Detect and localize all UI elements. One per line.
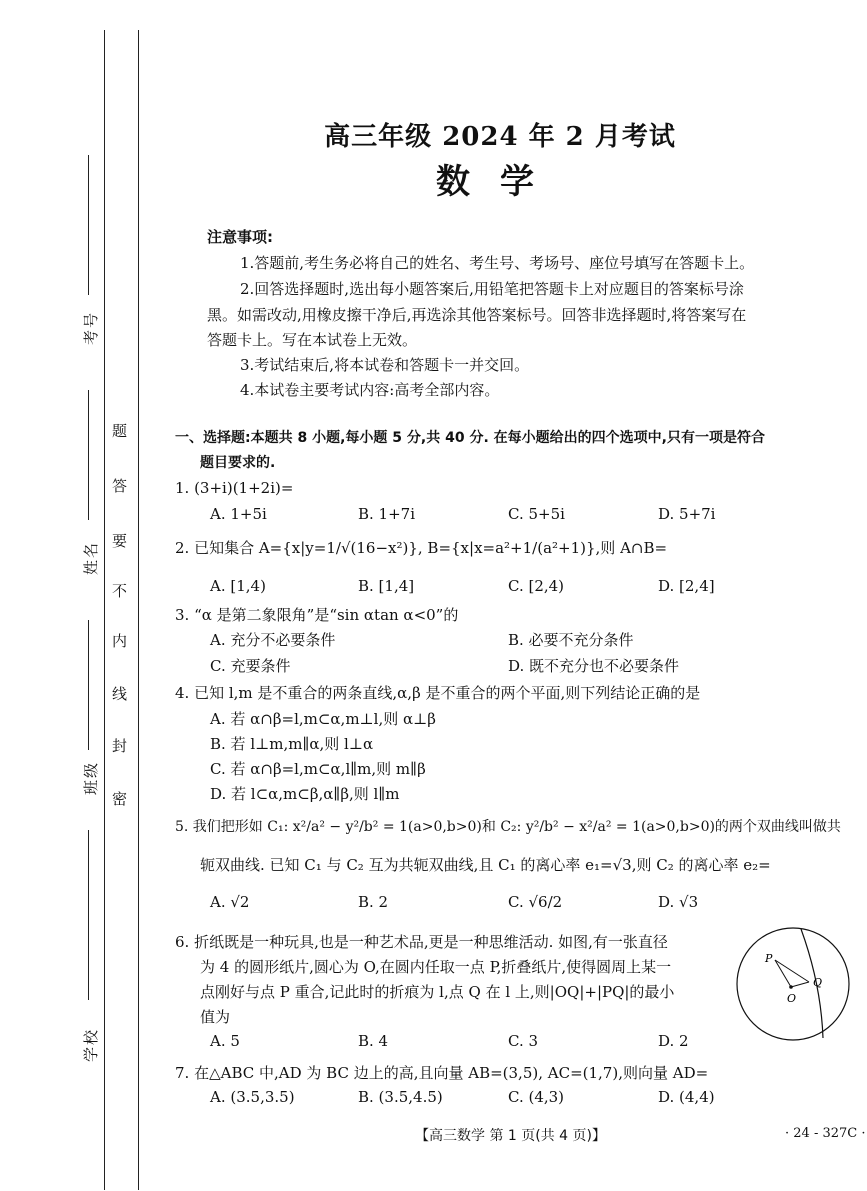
q6-segment-op [775,960,791,987]
q3-option-a: A. 充分不必要条件 [210,631,336,649]
q7-option-d: D. (4,4) [658,1088,715,1106]
q6-line-3: 点刚好与点 P 重合,记此时的折痕为 l,点 Q 在 l 上,则|OQ|+|PQ|的最小 [200,983,675,1001]
q5-option-c: C. √6/2 [508,893,563,911]
note-4: 4.本试卷主要考试内容:高考全部内容。 [240,381,500,399]
q7-option-b: B. (3.5,4.5) [358,1088,443,1106]
q2-stem: 2. 已知集合 A={x|y=1/√(16−x²)}, B={x|x=a²+1/(a²+1)},则 A∩B= [175,539,668,557]
seal-char-6: 线 [112,685,128,703]
q2-option-a: A. [1,4) [210,577,266,595]
q4-option-b: B. 若 l⊥m,m∥α,则 l⊥α [210,735,374,753]
seal-char-1: 题 [112,422,128,440]
q6-label-q: Q [813,976,823,989]
subject-title: 数学 [436,162,564,202]
q1-option-a: A. 1+5i [210,505,267,523]
q5-stem: 5. 我们把形如 C₁: x²/a² − y²/b² = 1(a>0,b>0)和 C₂: y²/b² − x²/a² = 1(a>0,b>0)的两个双曲线叫做共 [175,819,841,835]
q6-line-4: 值为 [200,1008,231,1026]
xuexiao-label: 学校 [82,1027,100,1062]
q4-option-d: D. 若 l⊂α,m⊂β,α∥β,则 l∥m [210,785,400,803]
note-2: 2.回答选择题时,选出每小题答案后,用铅笔把答题卡上对应题目的答案标号涂 [240,280,744,298]
q6-line-2: 为 4 的圆形纸片,圆心为 O,在圆内任取一点 P,折叠纸片,使得圆周上某一 [200,958,672,976]
kaohao-label: 考号 [82,310,100,345]
seal-char-4: 不 [112,582,128,600]
q6-center-dot [789,985,793,989]
note-3: 3.考试结束后,将本试卷和答题卡一并交回。 [240,356,530,374]
q2-option-b: B. [1,4] [358,577,415,595]
q1-option-b: B. 1+7i [358,505,416,523]
q5-option-d: D. √3 [658,893,699,911]
q6-label-o: O [787,992,797,1005]
banji-label: 班级 [82,760,100,795]
q1-option-d: D. 5+7i [658,505,716,523]
q3-stem: 3. “α 是第二象限角”是“sin αtan α<0”的 [175,606,459,624]
binding-line-left [104,30,105,1190]
q6-segment-pq [775,960,809,982]
xingming-label: 姓名 [82,540,100,575]
seal-char-2: 答 [112,477,128,495]
q6-circle-figure [733,924,853,1044]
q2-option-c: C. [2,4) [508,577,565,595]
page-footer: 【高三数学 第 1 页(共 4 页)】 [415,1128,606,1144]
q6-segment-oq [791,982,809,987]
seal-char-5: 内 [112,632,128,650]
q6-option-d: D. 2 [658,1032,689,1050]
q5-option-b: B. 2 [358,893,389,911]
exam-title: 高三年级 2024 年 2 月考试 [324,122,676,152]
note-1: 1.答题前,考生务必将自己的姓名、考生号、考场号、座位号填写在答题卡上。 [240,254,755,272]
section1-heading-cont: 题目要求的. [200,455,276,471]
q7-stem: 7. 在△ABC 中,AD 为 BC 边上的高,且向量 AB=(3,5), AC=(1,7),则向量 AD= [175,1064,709,1082]
q6-option-b: B. 4 [358,1032,389,1050]
q6-line-1: 6. 折纸既是一种玩具,也是一种艺术品,更是一种思维活动. 如图,有一张直径 [175,933,668,951]
seal-char-8: 密 [112,790,128,808]
section1-heading: 一、选择题:本题共 8 小题,每小题 5 分,共 40 分. 在每小题给出的四个选项中,只有一项是符合 [175,430,765,446]
q6-option-a: A. 5 [210,1032,240,1050]
q6-label-p: P [765,952,773,965]
seal-char-7: 封 [112,737,128,755]
xuexiao-blank [88,830,89,1000]
note-2-cont: 黑。如需改动,用橡皮擦干净后,再选涂其他答案标号。回答非选择题时,将答案写在 [207,306,747,324]
binding-line-right [138,30,139,1190]
q3-option-d: D. 既不充分也不必要条件 [508,657,680,675]
q3-option-b: B. 必要不充分条件 [508,631,634,649]
q6-option-c: C. 3 [508,1032,539,1050]
seal-char-3: 要 [112,532,128,550]
note-2-cont2: 答题卡上。写在本试卷上无效。 [207,331,418,349]
banji-blank [88,620,89,750]
xingming-blank [88,390,89,520]
q3-option-c: C. 充要条件 [210,657,291,675]
q1-option-c: C. 5+5i [508,505,565,523]
q5-option-a: A. √2 [210,893,250,911]
q7-option-a: A. (3.5,3.5) [210,1088,295,1106]
q2-option-d: D. [2,4] [658,577,715,595]
exam-code: · 24 - 327C · [785,1126,866,1141]
q4-stem: 4. 已知 l,m 是不重合的两条直线,α,β 是不重合的两个平面,则下列结论正确的是 [175,684,701,702]
q6-paper-circle [737,928,849,1040]
notes-heading: 注意事项: [207,228,273,246]
q5-stem-cont: 轭双曲线. 已知 C₁ 与 C₂ 互为共轭双曲线,且 C₁ 的离心率 e₁=√3,则 C₂ 的离心率 e₂= [200,856,771,874]
q7-option-c: C. (4,3) [508,1088,565,1106]
q4-option-a: A. 若 α∩β=l,m⊂α,m⊥l,则 α⊥β [210,710,436,728]
q1-stem: 1. (3+i)(1+2i)= [175,479,294,497]
q4-option-c: C. 若 α∩β=l,m⊂α,l∥m,则 m∥β [210,760,426,778]
